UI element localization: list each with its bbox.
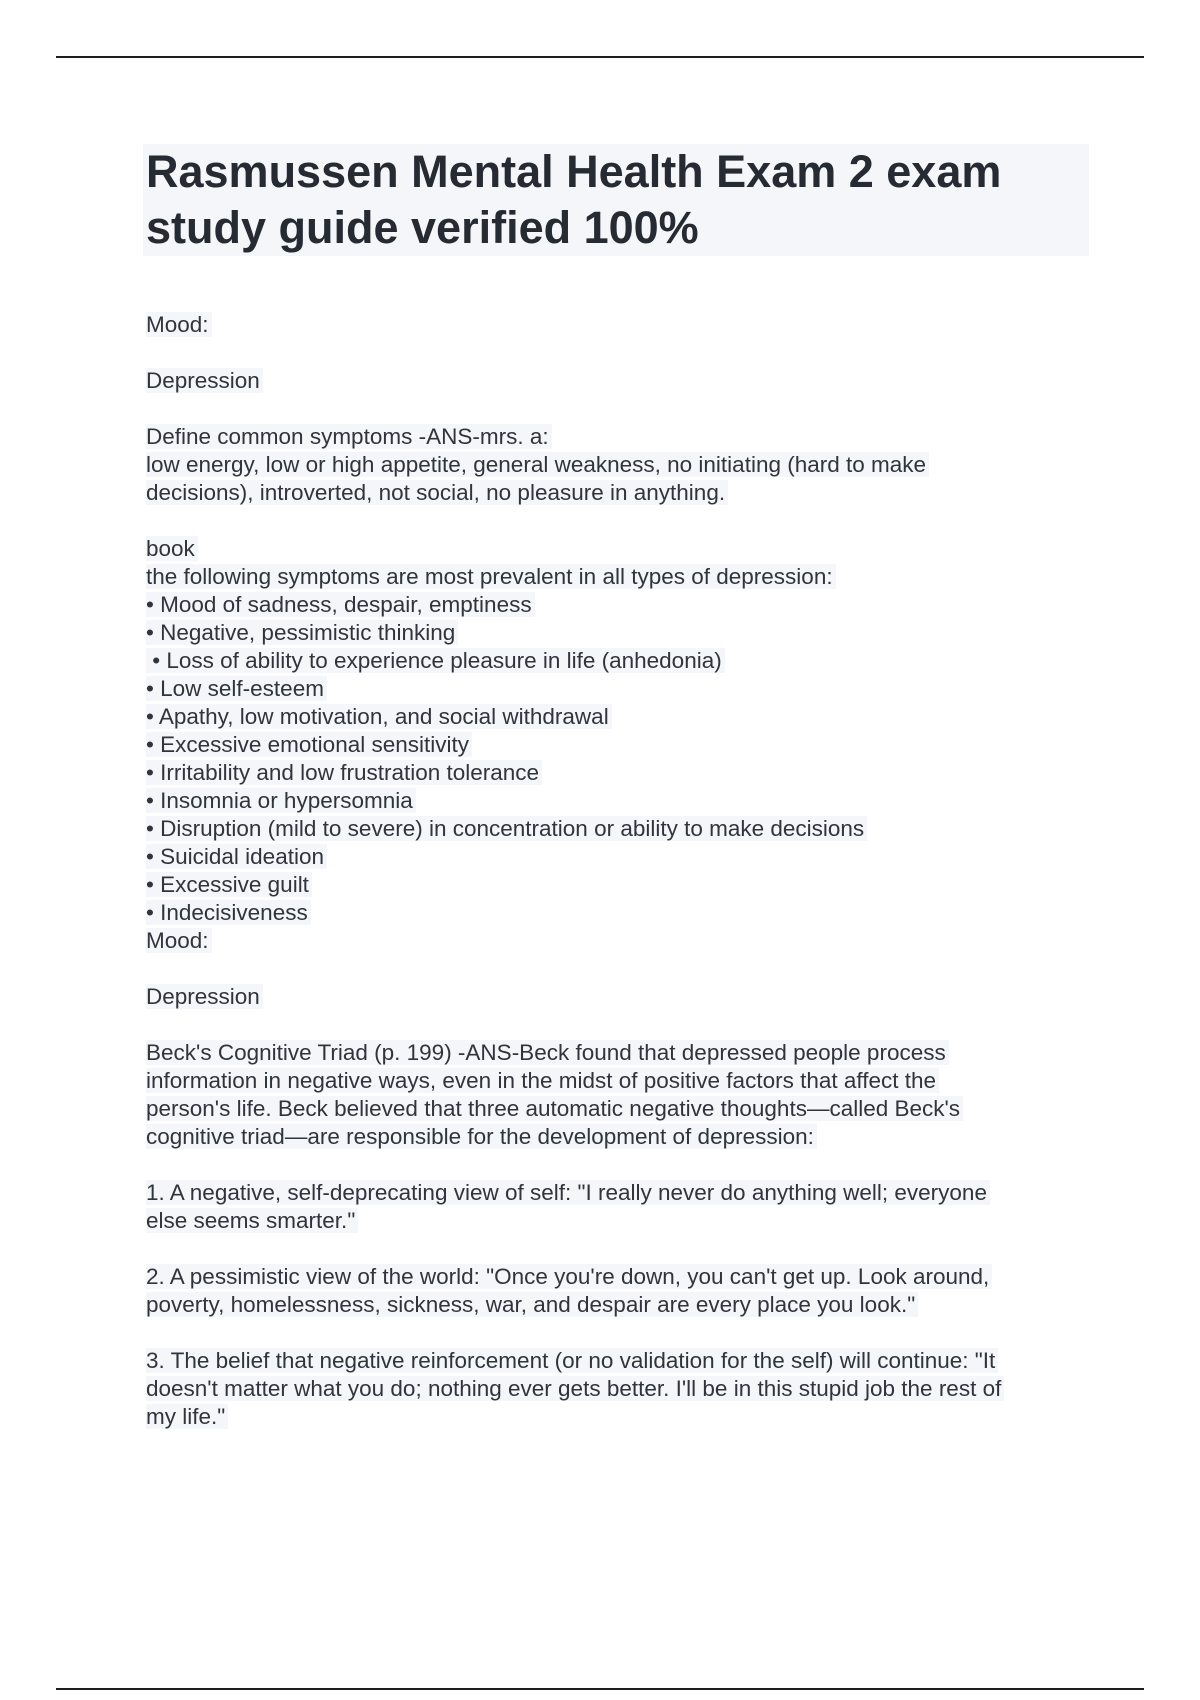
page-top-rule	[56, 56, 1144, 58]
symptom-bullet: • Excessive emotional sensitivity	[146, 731, 1086, 759]
beck-paragraph-line: cognitive triad—are responsible for the development of depression:	[146, 1123, 1086, 1151]
beck-paragraph-line: person's life. Beck believed that three automatic negative thoughts—called Beck's	[146, 1095, 1086, 1123]
symptom-bullet: • Irritability and low frustration tolerance	[146, 759, 1086, 787]
triad-item-3: doesn't matter what you do; nothing ever gets better. I'll be in this stupid job the rest of	[146, 1375, 1086, 1403]
document-title	[146, 144, 1086, 256]
book-label: book	[146, 535, 1086, 563]
section2-heading: Mood:	[146, 927, 1086, 955]
section1-heading: Mood:	[146, 311, 1086, 339]
document-body	[146, 311, 1086, 1431]
beck-paragraph-line: Beck's Cognitive Triad (p. 199) -ANS-Beck found that depressed people process	[146, 1039, 1086, 1067]
symptom-bullet: • Mood of sadness, despair, emptiness	[146, 591, 1086, 619]
beck-paragraph-line: information in negative ways, even in the midst of positive factors that affect the	[146, 1067, 1086, 1095]
book-intro: the following symptoms are most prevalent in all types of depression:	[146, 563, 1086, 591]
symptom-bullet: • Apathy, low motivation, and social withdrawal	[146, 703, 1086, 731]
triad-item-2: 2. A pessimistic view of the world: "Once you're down, you can't get up. Look around,	[146, 1263, 1086, 1291]
symptom-bullet: • Negative, pessimistic thinking	[146, 619, 1086, 647]
symptom-bullet: • Indecisiveness	[146, 899, 1086, 927]
title-line-1: Rasmussen Mental Health Exam 2 exam	[146, 146, 1002, 197]
section1-answer-line: low energy, low or high appetite, general weakness, no initiating (hard to make	[146, 451, 1086, 479]
triad-item-3: my life."	[146, 1403, 1086, 1431]
symptom-bullet: • Disruption (mild to severe) in concentration or ability to make decisions	[146, 815, 1086, 843]
triad-item-2: poverty, homelessness, sickness, war, and despair are every place you look."	[146, 1291, 1086, 1319]
section1-topic: Depression	[146, 367, 1086, 395]
triad-item-1: 1. A negative, self-deprecating view of self: "I really never do anything well; everyone	[146, 1179, 1086, 1207]
symptom-bullet: • Loss of ability to experience pleasure in life (anhedonia)	[146, 647, 1086, 675]
section2-topic: Depression	[146, 983, 1086, 1011]
symptom-bullet: • Insomnia or hypersomnia	[146, 787, 1086, 815]
section1-answer-line: decisions), introverted, not social, no pleasure in anything.	[146, 479, 1086, 507]
symptom-bullet: • Low self-esteem	[146, 675, 1086, 703]
symptom-bullet: • Suicidal ideation	[146, 843, 1086, 871]
page-bottom-rule	[56, 1688, 1144, 1690]
symptom-bullet: • Excessive guilt	[146, 871, 1086, 899]
title-line-2: study guide verified 100%	[146, 202, 699, 253]
section1-question: Define common symptoms -ANS-mrs. a:	[146, 423, 1086, 451]
triad-item-3: 3. The belief that negative reinforcement (or no validation for the self) will continue: "It	[146, 1347, 1086, 1375]
triad-item-1: else seems smarter."	[146, 1207, 1086, 1235]
